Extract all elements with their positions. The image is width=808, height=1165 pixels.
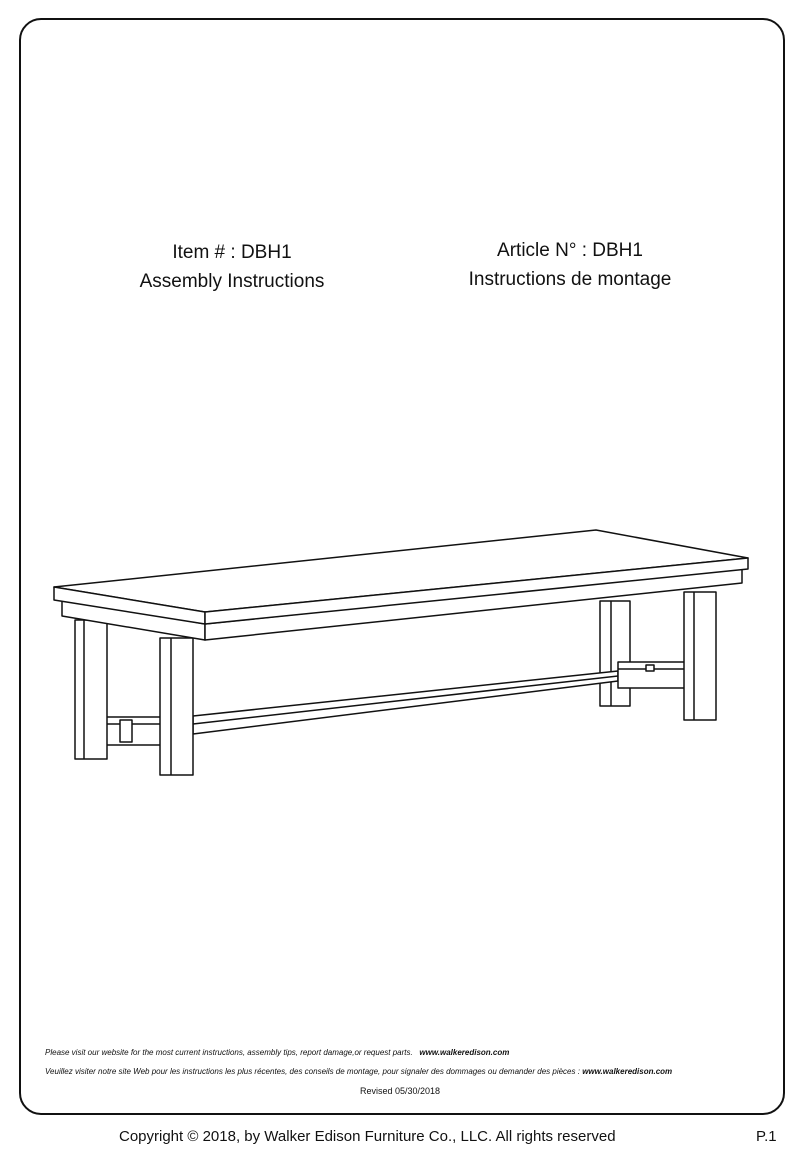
- right-leg: [684, 592, 716, 720]
- bench-illustration: [50, 522, 756, 782]
- website-note-english-text: Please visit our website for the most current instructions, assembly tips, report damage,or request parts.: [45, 1048, 413, 1057]
- website-link-english[interactable]: www.walkeredison.com: [419, 1048, 510, 1057]
- website-note-english: [45, 1048, 509, 1057]
- stretcher-beam-edge: [193, 676, 618, 724]
- french-title-block: [452, 236, 688, 294]
- assembly-instructions-title: Assembly Instructions: [139, 271, 325, 292]
- website-link-french[interactable]: www.walkeredison.com: [582, 1067, 673, 1076]
- page-number: P.1: [756, 1128, 777, 1145]
- english-title-block: [110, 238, 354, 296]
- front-center-leg: [160, 638, 193, 775]
- item-number-french: Article N° : DBH1: [497, 240, 643, 261]
- website-note-french: [45, 1067, 672, 1076]
- revision-date: Revised 05/30/2018: [359, 1086, 441, 1096]
- copyright-notice: Copyright © 2018, by Walker Edison Furniture Co., LLC. All rights reserved: [119, 1128, 616, 1145]
- rear-brace-block: [646, 665, 654, 671]
- front-left-leg: [75, 620, 107, 759]
- back-right-leg: [600, 601, 630, 706]
- stretcher-beam: [193, 671, 618, 734]
- website-note-french-text: Veuillez visiter notre site Web pour les instructions les plus récentes, des conseils de montage, pour signaler des dommages ou demander des pièces :: [45, 1067, 580, 1076]
- item-number-english: Item # : DBH1: [172, 242, 292, 263]
- front-brace-block: [120, 720, 132, 742]
- instructions-de-montage-title: Instructions de montage: [468, 269, 672, 290]
